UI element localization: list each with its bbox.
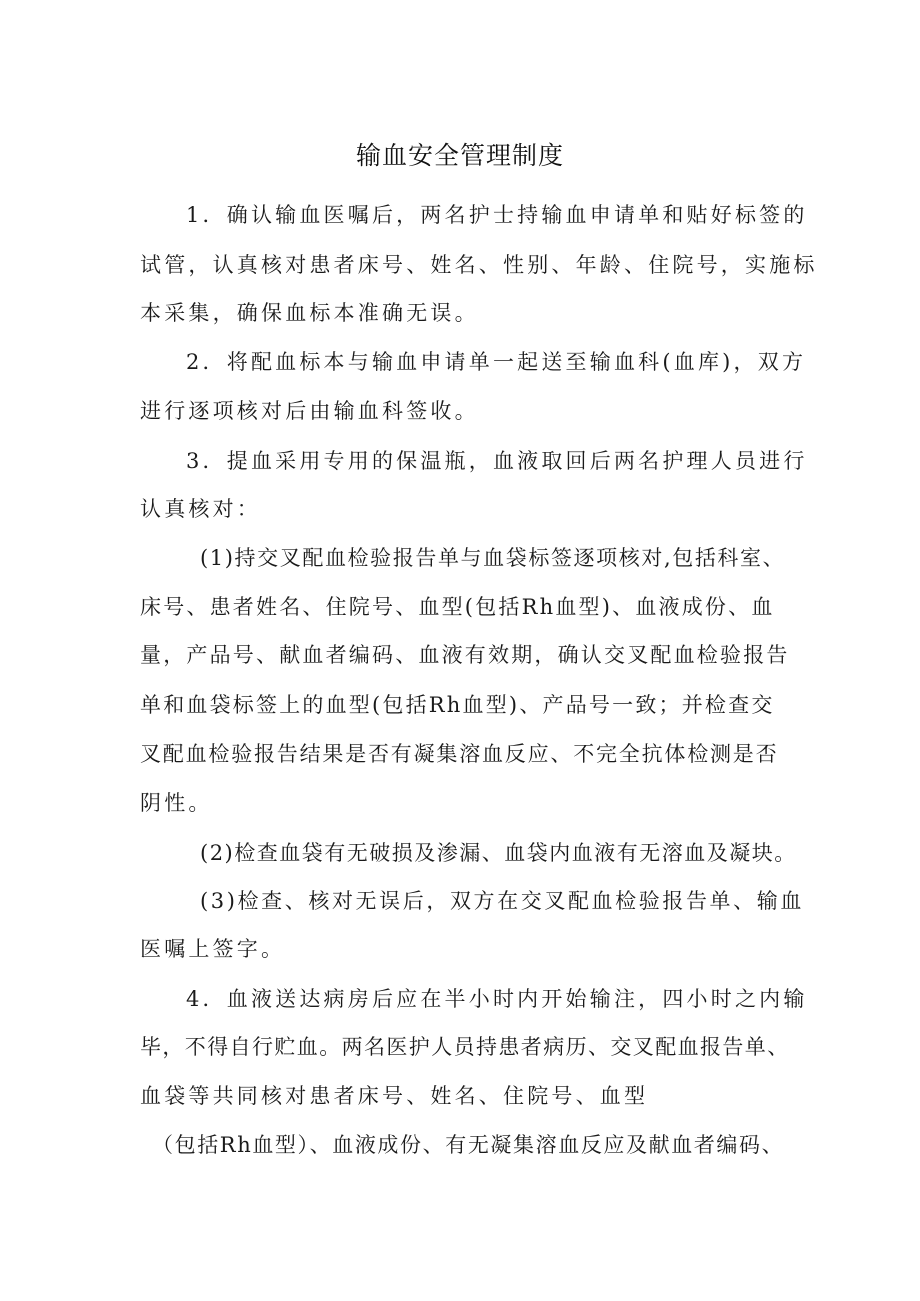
item-1-line-2: 床号、患者姓名、住院号、血型(包括Rh血型)、血液成份、血 bbox=[140, 595, 775, 619]
paragraph-4-line-2: 毕，不得自行贮血。两名医护人员持患者病历、交叉配血报告单、 bbox=[140, 1035, 790, 1059]
item-3-line-2: 医嘱上签字。 bbox=[140, 937, 286, 961]
paragraph-2-line-1: 2．将配血标本与输血申请单一起送至输血科(血库)，双方 bbox=[186, 350, 807, 374]
paragraph-4-line-4: （包括Rh血型）、血液成份、有无凝集溶血反应及献血者编码、 bbox=[152, 1133, 785, 1157]
item-1-line-1: (1)持交叉配血检验报告单与血袋标签逐项核对,包括科室、 bbox=[200, 546, 786, 570]
paragraph-2-line-2: 进行逐项核对后由输血科签收。 bbox=[140, 399, 479, 423]
paragraph-4-line-1: 4．血液送达病房后应在半小时内开始输注，四小时之内输 bbox=[186, 987, 808, 1011]
paragraph-3-line-2: 认真核对： bbox=[140, 497, 261, 521]
item-1-line-3: 量，产品号、献血者编码、血液有效期，确认交叉配血检验报告 bbox=[140, 643, 790, 667]
item-1-line-4: 单和血袋标签上的血型(包括Rh血型)、产品号一致；并检查交 bbox=[140, 693, 775, 717]
item-2-line-1: (2)检查血袋有无破损及渗漏、血袋内血液有无溶血及凝块。 bbox=[200, 841, 797, 865]
paragraph-1-line-2: 试管，认真核对患者床号、姓名、性别、年龄、住院号，实施标 bbox=[140, 253, 818, 277]
paragraph-1-line-3: 本采集，确保血标本准确无误。 bbox=[140, 301, 479, 325]
paragraph-3-line-1: 3．提血采用专用的保温瓶，血液取回后两名护理人员进行 bbox=[186, 449, 808, 473]
item-1-line-6: 阴性。 bbox=[140, 791, 213, 815]
document-title: 输血安全管理制度 bbox=[355, 141, 564, 170]
paragraph-4-line-3: 血袋等共同核对患者床号、姓名、住院号、血型 bbox=[140, 1084, 649, 1108]
paragraph-1-line-1: 1．确认输血医嘱后，两名护士持输血申请单和贴好标签的 bbox=[186, 203, 808, 227]
item-1-line-5: 叉配血检验报告结果是否有凝集溶血反应、不完全抗体检测是否 bbox=[140, 742, 779, 766]
item-3-line-1: (3)检查、核对无误后，双方在交叉配血检验报告单、输血 bbox=[200, 889, 804, 913]
